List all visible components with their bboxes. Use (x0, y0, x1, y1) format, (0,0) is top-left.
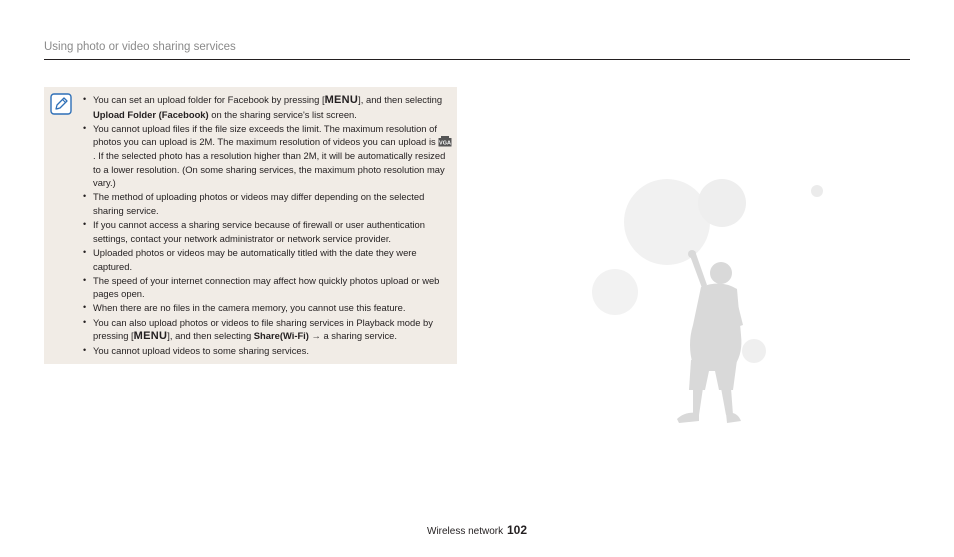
note-item: • If you cannot access a sharing service because of firewall or user authentication settings, contact your network administrator or network service provider. (83, 218, 453, 245)
bubble-small-top (811, 185, 823, 197)
page-number: 102 (507, 523, 528, 537)
bubble-medium (698, 179, 746, 227)
menu-key: MENU (133, 330, 168, 343)
header-divider (44, 59, 910, 60)
note-item: • Uploaded photos or videos may be automatically titled with the date they were captured. (83, 246, 453, 273)
note-item: • You cannot upload files if the file size exceeds the limit. The maximum resolution of photos you can upload is 2M. The maximum resolution of videos you can upload is VGA . If the selected photo has a resolution higher than 2M, it will be automatically resized to a lower resolution. (On some sharing services, the maximum photo resolution may vary.) (83, 122, 453, 190)
note-item: • You cannot upload videos to some sharing services. (83, 344, 453, 358)
note-list (83, 93, 453, 359)
note-pencil-icon (50, 93, 72, 115)
note-item: • When there are no files in the camera memory, you cannot use this feature. (83, 301, 453, 315)
bubble-right (742, 339, 766, 363)
header-title: Using photo or video sharing services (44, 41, 236, 53)
video-resolution-icon (438, 136, 452, 147)
person-pointing-illustration (585, 175, 830, 430)
bubble-large (624, 179, 710, 265)
note-item: • The method of uploading photos or videos may differ depending on the selected sharing service. (83, 190, 453, 217)
note-box (44, 87, 457, 364)
footer-section: Wireless network (427, 526, 504, 537)
menu-key: MENU (324, 94, 359, 106)
note-item: • You can also upload photos or videos to file sharing services in Playback mode by pressing [MENU], and then selecting Share(Wi-Fi) → a sharing service. (83, 316, 453, 344)
bubble-left (592, 269, 638, 315)
note-item: • You can set an upload folder for Facebook by pressing [MENU], and then selecting Upload Folder (Facebook) on the sharing service's list screen. (83, 93, 453, 121)
note-item: • The speed of your internet connection may affect how quickly photos upload or web pages open. (83, 274, 453, 301)
svg-text:VGA: VGA (439, 140, 452, 147)
